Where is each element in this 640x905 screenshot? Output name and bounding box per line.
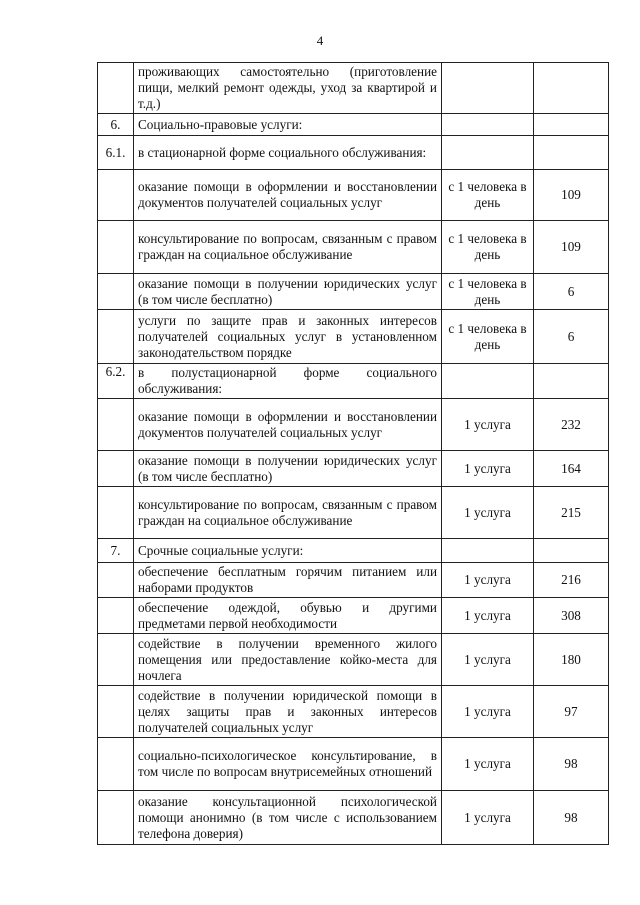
service-price: 98 xyxy=(534,791,609,845)
table-row xyxy=(98,634,609,686)
table-row xyxy=(98,563,609,598)
row-number xyxy=(98,791,134,845)
service-name: консультирование по вопросам, связанным с правом граждан на социальное обслуживание xyxy=(134,221,442,274)
services-price-table xyxy=(97,62,609,845)
section-title: Срочные социальные услуги: xyxy=(134,539,442,563)
service-name: оказание помощи в получении юридических услуг (в том числе бесплатно) xyxy=(134,274,442,310)
row-number: 6.2. xyxy=(98,364,134,399)
service-price: 180 xyxy=(534,634,609,686)
table-row xyxy=(98,310,609,364)
service-price: 6 xyxy=(534,310,609,364)
table-row xyxy=(98,170,609,221)
service-name: содействие в получении юридической помощи в целях защиты прав и законных интересов получателей социальных услуг xyxy=(134,686,442,738)
service-unit: 1 услуга xyxy=(442,598,534,634)
service-price xyxy=(534,539,609,563)
service-price: 308 xyxy=(534,598,609,634)
row-number xyxy=(98,738,134,791)
table-row xyxy=(98,451,609,487)
row-number: 6.1. xyxy=(98,136,134,170)
row-number: 7. xyxy=(98,539,134,563)
table-row xyxy=(98,686,609,738)
service-unit: 1 услуга xyxy=(442,634,534,686)
table-row xyxy=(98,63,609,114)
row-number xyxy=(98,451,134,487)
service-unit: 1 услуга xyxy=(442,399,534,451)
row-number xyxy=(98,170,134,221)
service-price: 164 xyxy=(534,451,609,487)
service-unit: 1 услуга xyxy=(442,563,534,598)
service-unit: 1 услуга xyxy=(442,791,534,845)
service-name: консультирование по вопросам, связанным с правом граждан на социальное обслуживание xyxy=(134,487,442,539)
service-name: проживающих самостоятельно (приготовление пищи, мелкий ремонт одежды, уход за квартирой и т.д.) xyxy=(134,63,442,114)
service-name: обеспечение бесплатным горячим питанием или наборами продуктов xyxy=(134,563,442,598)
table-row xyxy=(98,114,609,136)
service-name: оказание консультационной психологической помощи анонимно (в том числе с использованием телефона доверия) xyxy=(134,791,442,845)
row-number xyxy=(98,310,134,364)
service-unit xyxy=(442,114,534,136)
page-number: 4 xyxy=(316,33,324,48)
service-price: 232 xyxy=(534,399,609,451)
table-row xyxy=(98,274,609,310)
row-number xyxy=(98,221,134,274)
row-number xyxy=(98,487,134,539)
service-unit: с 1 человека в день xyxy=(442,170,534,221)
row-number xyxy=(98,563,134,598)
service-price: 6 xyxy=(534,274,609,310)
row-number xyxy=(98,63,134,114)
table-row xyxy=(98,136,609,170)
service-name: оказание помощи в получении юридических услуг (в том числе бесплатно) xyxy=(134,451,442,487)
row-number: 6. xyxy=(98,114,134,136)
service-name: содействие в получении временного жилого помещения или предоставление койко-места для ночлега xyxy=(134,634,442,686)
service-name: оказание помощи в оформлении и восстановлении документов получателей социальных услуг xyxy=(134,170,442,221)
service-price: 216 xyxy=(534,563,609,598)
row-number xyxy=(98,634,134,686)
service-unit xyxy=(442,364,534,399)
service-unit: 1 услуга xyxy=(442,738,534,791)
row-number xyxy=(98,686,134,738)
table-row xyxy=(98,598,609,634)
service-price: 215 xyxy=(534,487,609,539)
table-row xyxy=(98,399,609,451)
service-price: 109 xyxy=(534,221,609,274)
service-unit: 1 услуга xyxy=(442,451,534,487)
table-row xyxy=(98,738,609,791)
table-row xyxy=(98,539,609,563)
service-price xyxy=(534,136,609,170)
row-number xyxy=(98,598,134,634)
service-unit: с 1 человека в день xyxy=(442,274,534,310)
service-name: обеспечение одеждой, обувью и другими предметами первой необходимости xyxy=(134,598,442,634)
service-price xyxy=(534,364,609,399)
row-number xyxy=(98,399,134,451)
service-name: услуги по защите прав и законных интересов получателей социальных услуг в установленном законодательством порядке xyxy=(134,310,442,364)
service-unit: 1 услуга xyxy=(442,487,534,539)
service-unit: с 1 человека в день xyxy=(442,221,534,274)
service-unit xyxy=(442,136,534,170)
service-unit: 1 услуга xyxy=(442,686,534,738)
section-title: Социально-правовые услуги: xyxy=(134,114,442,136)
service-name: оказание помощи в оформлении и восстановлении документов получателей социальных услуг xyxy=(134,399,442,451)
service-price xyxy=(534,63,609,114)
service-unit xyxy=(442,63,534,114)
table-row xyxy=(98,364,609,399)
service-price: 98 xyxy=(534,738,609,791)
row-number xyxy=(98,274,134,310)
table-row xyxy=(98,221,609,274)
service-price: 97 xyxy=(534,686,609,738)
table-row xyxy=(98,487,609,539)
service-unit xyxy=(442,539,534,563)
service-price xyxy=(534,114,609,136)
service-price: 109 xyxy=(534,170,609,221)
service-name: социально-психологическое консультирование, в том числе по вопросам внутрисемейных отношений xyxy=(134,738,442,791)
subsection-title: в стационарной форме социального обслуживания: xyxy=(134,136,442,170)
subsection-title: в полустационарной форме социального обслуживания: xyxy=(134,364,442,399)
service-unit: с 1 человека в день xyxy=(442,310,534,364)
table-row xyxy=(98,791,609,845)
